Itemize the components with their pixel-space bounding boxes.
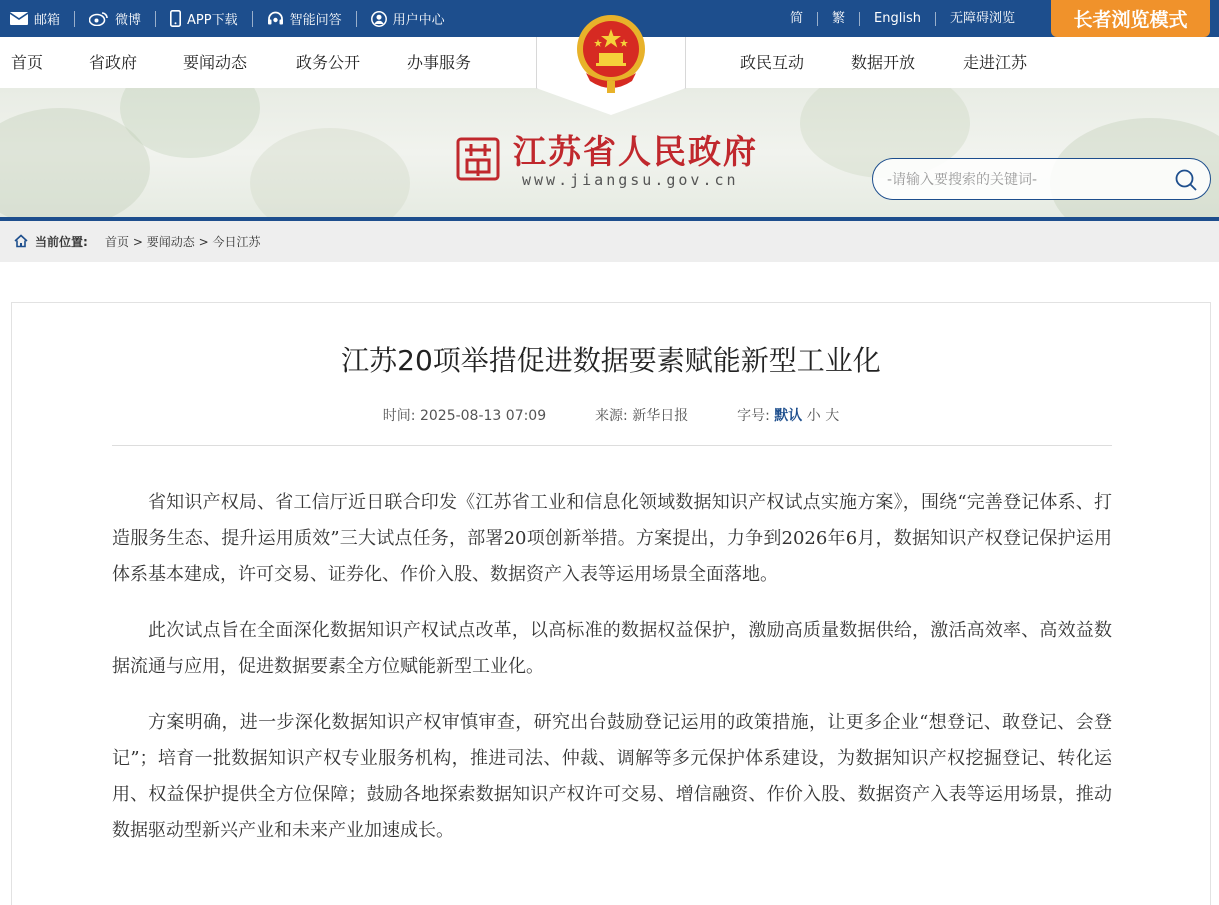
search-box — [872, 158, 1211, 200]
nav-item-about-jiangsu[interactable]: 走进江苏 — [963, 53, 1028, 72]
topbar-link-label: 邮箱 — [34, 13, 61, 28]
article-container — [11, 302, 1211, 905]
article-divider — [112, 445, 1112, 446]
article-paragraph: 省知识产权局、省工信厅近日联合印发《江苏省工业和信息化领域数据知识产权试点实施方案》，围绕“完善登记体系、打造服务生态、提升运用质效”三大试点任务，部署20项创新举措。方案提出，力争到2026年6月，数据知识产权登记保护运用体系基本建成，许可交易、证券化、作价入股、数据资产入表等运用场景全面落地。 — [112, 492, 1112, 585]
topbar-link-qa[interactable] — [267, 11, 357, 27]
topbar-link-label: 微博 — [115, 13, 142, 28]
nav-item-provincial-gov[interactable]: 省政府 — [89, 53, 138, 72]
nav-item-services[interactable]: 办事服务 — [407, 53, 472, 72]
topbar-link-app[interactable] — [170, 11, 253, 27]
site-logo-icon — [455, 136, 501, 182]
fontsize-large-button[interactable]: 大 — [825, 408, 840, 424]
user-icon — [371, 11, 387, 27]
topbar-link-label: APP下载 — [187, 13, 238, 28]
banner-decoration — [250, 128, 410, 218]
article-body — [112, 485, 1112, 869]
publish-time: 2025-08-13 07:09 — [419, 408, 547, 424]
nav-item-open-data[interactable]: 数据开放 — [851, 53, 916, 72]
article-title: 江苏20项举措促进数据要素赋能新型工业化 — [341, 344, 881, 377]
article-source: 新华日报 — [632, 408, 689, 424]
accessibility-link[interactable]: 无障碍浏览 — [949, 10, 1015, 26]
fontsize-default-button[interactable]: 默认 — [774, 408, 803, 424]
article-paragraph: 方案明确，进一步深化数据知识产权审慎审查，研究出台鼓励登记运用的政策措施，让更多企业“想登记、敢登记、会登记”；培育一批数据知识产权专业服务机构，推进司法、仲裁、调解等多元保护体系建设，为数据知识产权挖掘登记、转化运用、权益保护提供全方位保障；鼓励各地探索数据知识产权许可交易、增信融资、作价入股、数据资产入表等运用场景，推动数据驱动型新兴产业和未来产业加速成长。 — [112, 712, 1112, 841]
breadcrumb-label: 当前位置: — [35, 235, 88, 249]
elder-mode-button[interactable]: 长者浏览模式 — [1051, 0, 1210, 37]
breadcrumb-item-home[interactable]: 首页 — [105, 235, 130, 249]
search-input[interactable] — [887, 169, 1167, 191]
nav-item-gov-affairs[interactable]: 政务公开 — [296, 53, 361, 72]
breadcrumb-separator: > — [132, 235, 143, 249]
topbar-link-label: 用户中心 — [392, 13, 445, 28]
topbar-right-links — [776, 0, 1029, 37]
nav-item-home[interactable]: 首页 — [11, 53, 44, 72]
nav-item-interaction[interactable]: 政民互动 — [740, 53, 805, 72]
breadcrumb-item-today[interactable]: 今日江苏 — [212, 235, 261, 249]
lang-traditional[interactable]: 繁 — [818, 12, 860, 26]
headset-icon — [267, 11, 284, 27]
nav-item-news[interactable]: 要闻动态 — [183, 53, 248, 72]
article-meta — [12, 405, 1210, 425]
lang-simplified[interactable]: 简 — [776, 12, 818, 26]
source-label: 来源: — [595, 408, 628, 424]
topbar-left-links — [10, 0, 473, 37]
site-url: www.jiangsu.gov.cn — [522, 171, 739, 189]
site-name: 江苏省人民政府 — [513, 132, 758, 171]
breadcrumb — [0, 221, 1219, 262]
time-label: 时间: — [382, 408, 416, 424]
breadcrumb-separator: > — [198, 235, 209, 249]
fontsize-label: 字号: — [737, 408, 770, 424]
topbar-link-label: 智能问答 — [289, 13, 342, 28]
phone-icon — [170, 10, 181, 27]
article-paragraph: 此次试点旨在全面深化数据知识产权试点改革，以高标准的数据权益保护，激励高质量数据供给，激活高效率、高效益数据流通与应用，促进数据要素全方位赋能新型工业化。 — [112, 620, 1112, 677]
search-icon[interactable] — [1174, 168, 1198, 192]
topbar-link-user[interactable] — [371, 11, 459, 27]
weibo-icon — [89, 11, 109, 26]
mail-icon — [10, 12, 28, 25]
breadcrumb-item-news[interactable]: 要闻动态 — [146, 235, 195, 249]
lang-english[interactable]: English — [860, 12, 936, 26]
topbar-link-weibo[interactable] — [89, 11, 156, 27]
fontsize-small-button[interactable]: 小 — [806, 408, 821, 424]
topbar-link-mail[interactable] — [10, 11, 75, 27]
national-emblem-icon — [572, 11, 650, 97]
breadcrumb-trail — [105, 233, 260, 250]
home-icon — [14, 234, 28, 248]
